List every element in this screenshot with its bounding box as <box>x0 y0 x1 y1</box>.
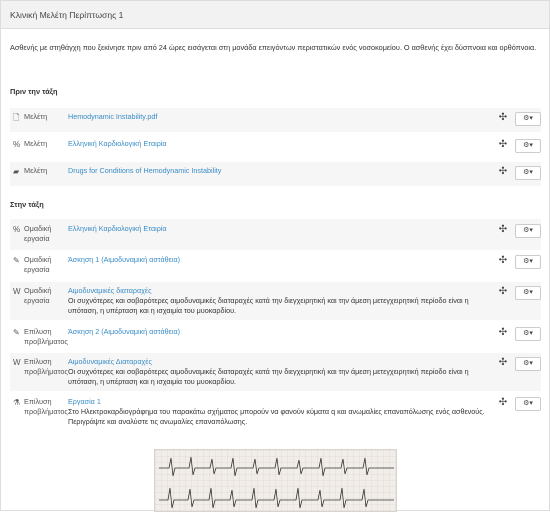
book-icon: ▰ <box>13 167 20 176</box>
activity-link[interactable]: Αιμοδυναμικές Διαταραχές <box>68 357 152 366</box>
activity-link[interactable]: Άσκηση 2 (Αιμοδυναμική αστάθεια) <box>68 327 181 336</box>
move-icon[interactable]: ✣ <box>498 357 508 368</box>
activity-row <box>10 108 541 132</box>
move-icon[interactable]: ✣ <box>498 166 508 177</box>
link-icon: % <box>13 140 21 149</box>
panel-title: Κλινική Μελέτη Περίπτωσης 1 <box>1 1 549 29</box>
activity-type: Επίλυση προβλήματος <box>24 327 68 346</box>
activity-row <box>10 162 541 186</box>
move-icon[interactable]: ✣ <box>498 327 508 338</box>
move-icon[interactable]: ✣ <box>498 397 508 408</box>
activity-row <box>10 353 541 391</box>
move-icon[interactable]: ✣ <box>498 286 508 297</box>
settings-menu-button[interactable]: ⚙▾ <box>515 139 541 153</box>
section-inclass-title: Στην τάξη <box>10 200 44 209</box>
activity-link[interactable]: Hemodynamic Instability.pdf <box>68 112 158 121</box>
edit-icon: ✎ <box>13 328 20 337</box>
settings-menu-button[interactable]: ⚙▾ <box>515 255 541 269</box>
move-icon[interactable]: ✣ <box>498 139 508 150</box>
flask-icon: ⚗ <box>13 398 21 407</box>
wiki-icon: W <box>13 287 21 296</box>
settings-menu-button[interactable]: ⚙▾ <box>515 286 541 300</box>
case-intro: Ασθενής με στηθάγχη που ξεκίνησε πριν από 24 ώρες εισάγεται στη μονάδα επειγόντων περιστατικών ενός νοσοκομείου. Ο ασθενής έχει δύσπνοια και ορθόπνοια. <box>10 43 537 52</box>
settings-menu-button[interactable]: ⚙▾ <box>515 357 541 371</box>
move-icon[interactable]: ✣ <box>498 112 508 123</box>
move-icon[interactable]: ✣ <box>498 224 508 235</box>
settings-menu-button[interactable]: ⚙▾ <box>515 397 541 411</box>
file-icon: 🗋 <box>13 113 20 122</box>
move-icon[interactable]: ✣ <box>498 255 508 266</box>
settings-menu-button[interactable]: ⚙▾ <box>515 327 541 341</box>
activity-type: Επίλυση προβλήματος <box>24 397 68 416</box>
ecg-trace-graphic <box>155 450 397 512</box>
activity-type: Ομαδική εργασία <box>24 255 52 274</box>
link-icon: % <box>13 225 21 234</box>
activity-type: Μελέτη <box>24 139 48 148</box>
activity-row <box>10 395 541 435</box>
settings-menu-button[interactable]: ⚙▾ <box>515 112 541 126</box>
activity-row <box>10 282 541 320</box>
activity-type: Επίλυση προβλήματος <box>24 357 68 376</box>
activity-link[interactable]: Ελληνική Καρδιολογική Εταιρία <box>68 224 167 233</box>
activity-link[interactable]: Εργασία 1 <box>68 397 101 406</box>
activity-type: Ομαδική εργασία <box>24 286 52 305</box>
activity-link[interactable]: Αιμοδυναμικές διαταραχές <box>68 286 152 295</box>
activity-type: Μελέτη <box>24 112 48 121</box>
ecg-image <box>154 449 397 512</box>
activity-row <box>10 323 541 351</box>
activity-description: Οι συχνότερες και σοβαρότερες αιμοδυναμικές διαταραχές κατά την διεγχειρητική και την άμεση μετεγχειρητική περίοδο είναι η υπόταση, η υπέρταση και η ισχαιμία του μυοκαρδίου. <box>68 367 469 386</box>
wiki-icon: W <box>13 358 21 367</box>
activity-link[interactable]: Ελληνική Καρδιολογική Εταιρία <box>68 139 167 148</box>
activity-link[interactable]: Drugs for Conditions of Hemodynamic Instability <box>68 166 222 175</box>
activity-description: Στο Ηλεκτροκαρδιογράφημα του παρακάτω σχήματος μπορούν να φανούν κύματα q και ανωμαλίες επαναπόλωσης ενός ασθενούς. Περιγράψτε και αναλύστε τις ανωμαλίες επαναπόλωσης. <box>68 407 485 426</box>
edit-icon: ✎ <box>13 256 20 265</box>
settings-menu-button[interactable]: ⚙▾ <box>515 224 541 238</box>
activity-row <box>10 135 541 159</box>
settings-menu-button[interactable]: ⚙▾ <box>515 166 541 180</box>
activity-row <box>10 251 541 281</box>
activity-type: Ομαδική εργασία <box>24 224 52 243</box>
activity-description: Οι συχνότερες και σοβαρότερες αιμοδυναμικές διαταραχές κατά την διεγχειρητική και την άμεση μετεγχειρητική περίοδο είναι η υπόταση, η υπέρταση και η ισχαιμία του μυοκαρδίου. <box>68 296 469 315</box>
activity-type: Μελέτη <box>24 166 48 175</box>
activity-link[interactable]: Άσκηση 1 (Αιμοδυναμική αστάθεια) <box>68 255 181 264</box>
section-before-title: Πριν την τάξη <box>10 87 58 96</box>
activity-row <box>10 219 541 250</box>
